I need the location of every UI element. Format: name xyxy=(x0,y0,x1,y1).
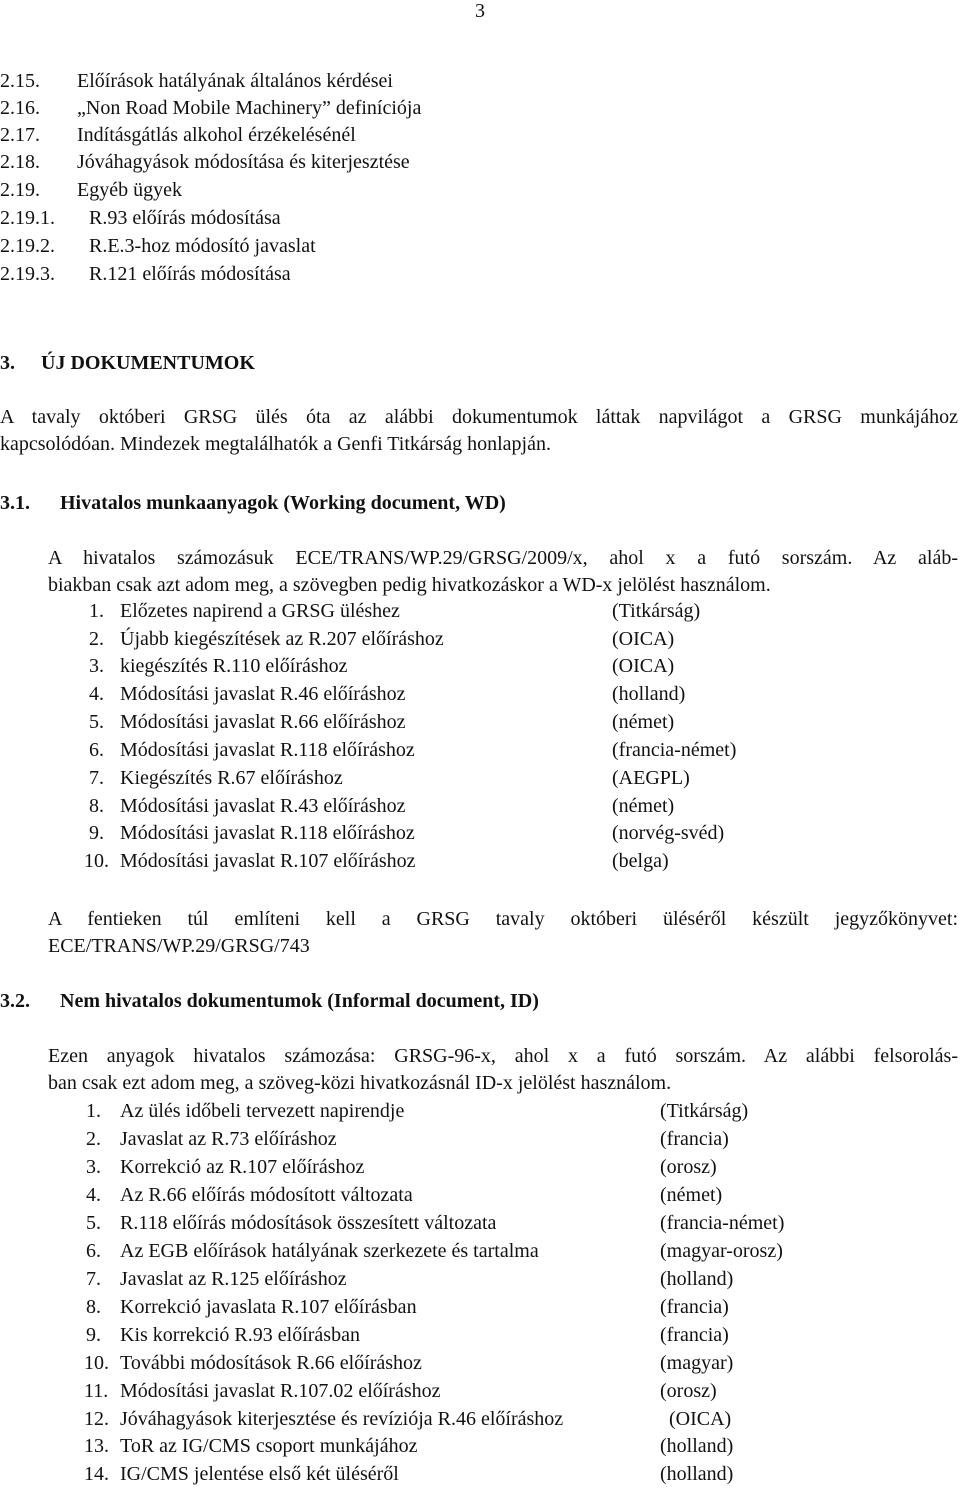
list-item-title: Módosítási javaslat R.46 előíráshoz xyxy=(120,683,406,705)
list-item-origin: (belga) xyxy=(612,850,669,872)
list-item-origin: (orosz) xyxy=(660,1156,717,1178)
list-item-origin: (francia-német) xyxy=(612,739,737,761)
list-item-number: 1. xyxy=(86,1100,101,1122)
list-item-number: 14. xyxy=(84,1463,109,1485)
list-item-origin: (francia) xyxy=(660,1128,729,1150)
list-item-title: Módosítási javaslat R.66 előíráshoz xyxy=(120,711,406,733)
list-item-number: 3. xyxy=(89,655,104,677)
toc-item-text: R.E.3-hoz módosító javaslat xyxy=(89,235,316,257)
toc-item-number: 2.19.1. xyxy=(0,207,55,229)
section-3-1-after-line-2: ECE/TRANS/WP.29/GRSG/743 xyxy=(48,935,310,957)
list-item-title: Javaslat az R.73 előíráshoz xyxy=(120,1128,337,1150)
list-item-title: Korrekció az R.107 előíráshoz xyxy=(120,1156,365,1178)
list-item-number: 12. xyxy=(84,1408,109,1430)
list-item-origin: (holland) xyxy=(660,1268,734,1290)
list-item-origin: (holland) xyxy=(660,1463,734,1485)
list-item-title: Módosítási javaslat R.118 előíráshoz xyxy=(120,739,415,761)
toc-item-number: 2.19.2. xyxy=(0,235,55,257)
list-item-number: 6. xyxy=(89,739,104,761)
section-3-paragraph-line-1: A tavaly októberi GRSG ülés óta az alábbi dokumentumok láttak napvilágot a GRSG munkájához xyxy=(0,406,958,428)
list-item-origin: (magyar-orosz) xyxy=(660,1240,783,1262)
toc-item-text: Indításgátlás alkohol érzékelésénél xyxy=(77,124,356,146)
list-item-origin: (orosz) xyxy=(660,1380,717,1402)
list-item-number: 4. xyxy=(86,1184,101,1206)
section-3-2-paragraph-line-1: Ezen anyagok hivatalos számozása: GRSG-96-x, ahol x a futó sorszám. Az alábbi felsorolás- xyxy=(48,1045,958,1067)
list-item-number: 5. xyxy=(89,711,104,733)
toc-item-number: 2.15. xyxy=(0,70,40,92)
section-3-1-title: Hivatalos munkaanyagok (Working document, WD) xyxy=(60,492,506,514)
list-item-origin: (német) xyxy=(612,795,675,817)
list-item-origin: (OICA) xyxy=(612,628,675,650)
section-3-1-after-line-1: A fentieken túl említeni kell a GRSG tavaly októberi üléséről készült jegyzőkönyvet: xyxy=(48,908,958,930)
section-3-2-paragraph-line-2: ban csak ezt adom meg, a szöveg-közi hivatkozásnál ID-x jelölést használom. xyxy=(48,1072,672,1094)
toc-item-text: Előírások hatályának általános kérdései xyxy=(77,70,393,92)
list-item-title: Az EGB előírások hatályának szerkezete és tartalma xyxy=(120,1240,539,1262)
list-item-number: 2. xyxy=(86,1128,101,1150)
list-item-origin: (Titkárság) xyxy=(612,600,701,622)
list-item-title: Kiegészítés R.67 előíráshoz xyxy=(120,767,343,789)
list-item-number: 2. xyxy=(89,628,104,650)
list-item-title: Javaslat az R.125 előíráshoz xyxy=(120,1268,347,1290)
list-item-number: 11. xyxy=(84,1380,109,1402)
list-item-number: 9. xyxy=(86,1324,101,1346)
section-3-2-title: Nem hivatalos dokumentumok (Informal document, ID) xyxy=(60,990,539,1012)
list-item-title: R.118 előírás módosítások összesített változata xyxy=(120,1212,497,1234)
toc-item-text: R.121 előírás módosítása xyxy=(89,263,291,285)
list-item-origin: (holland) xyxy=(660,1435,734,1457)
toc-item-number: 2.16. xyxy=(0,97,40,119)
section-3-1-number: 3.1. xyxy=(0,492,30,514)
toc-item-number: 2.19. xyxy=(0,179,40,201)
list-item-title: Módosítási javaslat R.107 előíráshoz xyxy=(120,850,416,872)
toc-item-number: 2.17. xyxy=(0,124,40,146)
list-item-number: 4. xyxy=(89,683,104,705)
list-item-number: 8. xyxy=(86,1296,101,1318)
list-item-origin: (francia-német) xyxy=(660,1212,785,1234)
list-item-title: Módosítási javaslat R.118 előíráshoz xyxy=(120,822,415,844)
list-item-title: Korrekció javaslata R.107 előírásban xyxy=(120,1296,417,1318)
list-item-number: 8. xyxy=(89,795,104,817)
section-3-2-number: 3.2. xyxy=(0,990,30,1012)
list-item-title: kiegészítés R.110 előíráshoz xyxy=(120,655,348,677)
list-item-number: 7. xyxy=(89,767,104,789)
section-3-1-paragraph-line-1: A hivatalos számozásuk ECE/TRANS/WP.29/GRSG/2009/x, ahol x a futó sorszám. Az aláb- xyxy=(48,547,958,569)
list-item-number: 3. xyxy=(86,1156,101,1178)
list-item-number: 9. xyxy=(89,822,104,844)
list-item-number: 5. xyxy=(86,1212,101,1234)
list-item-title: Újabb kiegészítések az R.207 előíráshoz xyxy=(120,628,444,650)
list-item-number: 6. xyxy=(86,1240,101,1262)
list-item-origin: (német) xyxy=(612,711,675,733)
list-item-title: Jóváhagyások kiterjesztése és revíziója R.46 előíráshoz xyxy=(120,1408,564,1430)
list-item-number: 1. xyxy=(89,600,104,622)
list-item-title: Módosítási javaslat R.107.02 előíráshoz xyxy=(120,1380,441,1402)
toc-item-number: 2.19.3. xyxy=(0,263,55,285)
list-item-origin: (német) xyxy=(660,1184,723,1206)
list-item-number: 13. xyxy=(84,1435,109,1457)
list-item-origin: (francia) xyxy=(660,1296,729,1318)
toc-item-text: Jóváhagyások módosítása és kiterjesztése xyxy=(77,151,410,173)
section-3-1-paragraph-line-2: biakban csak azt adom meg, a szövegben pedig hivatkozáskor a WD-x jelölést használom. xyxy=(48,574,771,596)
list-item-origin: (AEGPL) xyxy=(612,767,690,789)
list-item-title: IG/CMS jelentése első két üléséről xyxy=(120,1463,399,1485)
list-item-number: 10. xyxy=(84,1352,109,1374)
toc-item-text: „Non Road Mobile Machinery” definíciója xyxy=(77,97,422,119)
toc-item-number: 2.18. xyxy=(0,151,40,173)
toc-item-text: R.93 előírás módosítása xyxy=(89,207,281,229)
list-item-title: Az R.66 előírás módosított változata xyxy=(120,1184,413,1206)
list-item-title: Módosítási javaslat R.43 előíráshoz xyxy=(120,795,406,817)
section-3-number: 3. xyxy=(0,352,15,374)
page-number: 3 xyxy=(475,0,485,22)
section-3-paragraph-line-2: kapcsolódóan. Mindezek megtalálhatók a Genfi Titkárság honlapján. xyxy=(0,433,551,455)
list-item-origin: (holland) xyxy=(612,683,686,705)
list-item-number: 10. xyxy=(84,850,109,872)
list-item-origin: (magyar) xyxy=(660,1352,734,1374)
list-item-title: ToR az IG/CMS csoport munkájához xyxy=(120,1435,418,1457)
list-item-title: Az ülés időbeli tervezett napirendje xyxy=(120,1100,405,1122)
list-item-origin: (OICA) xyxy=(612,655,675,677)
list-item-origin: (francia) xyxy=(660,1324,729,1346)
list-item-origin: (Titkárság) xyxy=(660,1100,749,1122)
list-item-title: Kis korrekció R.93 előírásban xyxy=(120,1324,360,1346)
list-item-title: További módosítások R.66 előíráshoz xyxy=(120,1352,422,1374)
section-3-title: ÚJ DOKUMENTUMOK xyxy=(41,352,255,374)
list-item-origin: (OICA) xyxy=(669,1408,732,1430)
list-item-title: Előzetes napirend a GRSG üléshez xyxy=(120,600,400,622)
list-item-number: 7. xyxy=(86,1268,101,1290)
toc-item-text: Egyéb ügyek xyxy=(77,179,182,201)
list-item-origin: (norvég-svéd) xyxy=(612,822,725,844)
